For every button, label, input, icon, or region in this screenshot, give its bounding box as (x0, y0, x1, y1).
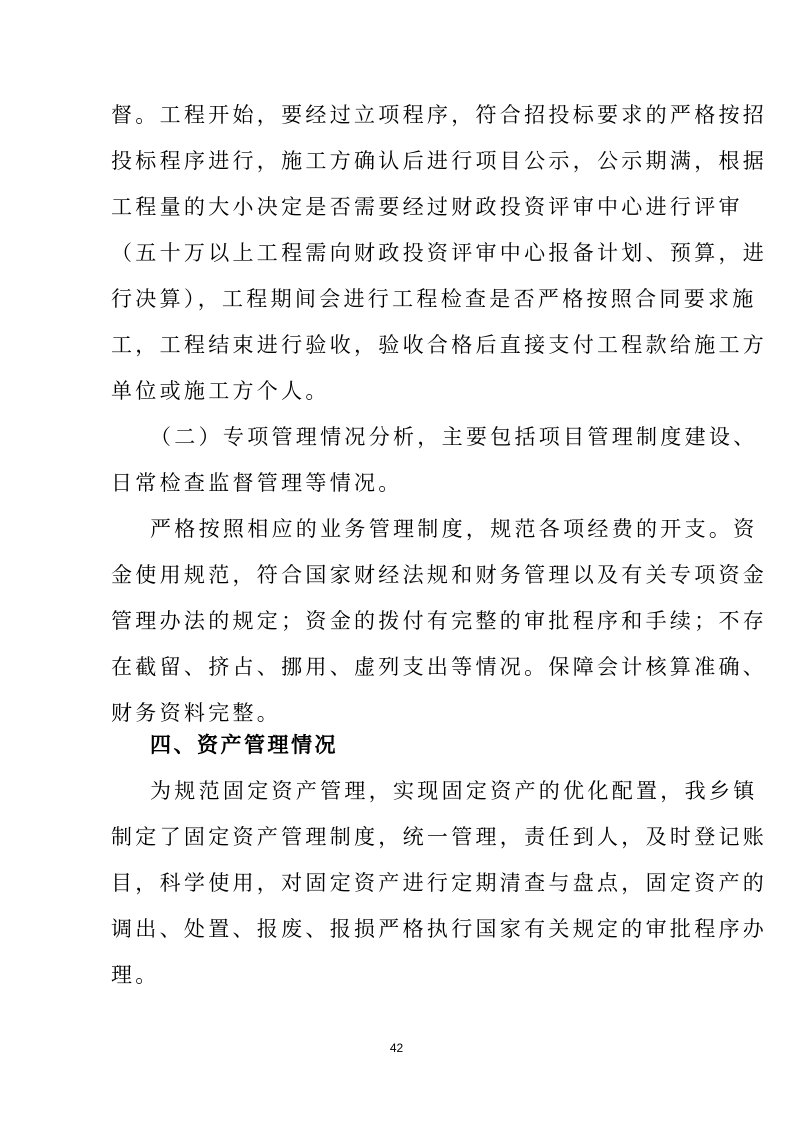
text-line: 目，科学使用，对固定资产进行定期清查与盘点，固定资产的 (111, 871, 768, 895)
text-line: 管理办法的规定；资金的拨付有完整的审批程序和手续；不存 (111, 609, 768, 633)
text-line: 工程量的大小决定是否需要经过财政投资评审中心进行评审 (111, 195, 743, 219)
text-line: （五十万以上工程需向财政投资评审中心报备计划、预算，进 (111, 241, 768, 265)
text-line: 制定了固定资产管理制度，统一管理，责任到人，及时登记账 (111, 825, 768, 849)
section-heading: 四、资产管理情况 (150, 732, 338, 757)
text-line: 督。工程开始，要经过立项程序，符合招投标要求的严格按招 (111, 103, 768, 127)
text-line: 在截留、挤占、挪用、虚列支出等情况。保障会计核算准确、 (111, 655, 768, 679)
text-line: 金使用规范，符合国家财经法规和财务管理以及有关专项资金 (111, 563, 768, 587)
page-number: 42 (389, 1041, 404, 1055)
text-line: 财务资料完整。 (111, 701, 282, 725)
text-line: 为规范固定资产管理，实现固定资产的优化配置，我乡镇 (150, 779, 758, 803)
text-line: 行决算），工程期间会进行工程检查是否严格按照合同要求施 (111, 287, 757, 311)
text-line: 日常检查监督管理等情况。 (111, 471, 403, 495)
text-line: 调出、处置、报废、报损严格执行国家有关规定的审批程序办 (111, 917, 768, 941)
text-line: （二）专项管理情况分析，主要包括项目管理制度建设、 (150, 425, 758, 449)
text-line: 理。 (111, 963, 160, 987)
text-line: 单位或施工方个人。 (111, 379, 330, 403)
text-line: 严格按照相应的业务管理制度，规范各项经费的开支。资 (150, 517, 758, 541)
text-line: 投标程序进行，施工方确认后进行项目公示，公示期满，根据 (111, 149, 768, 173)
text-line: 工，工程结束进行验收，验收合格后直接支付工程款给施工方 (111, 333, 768, 357)
